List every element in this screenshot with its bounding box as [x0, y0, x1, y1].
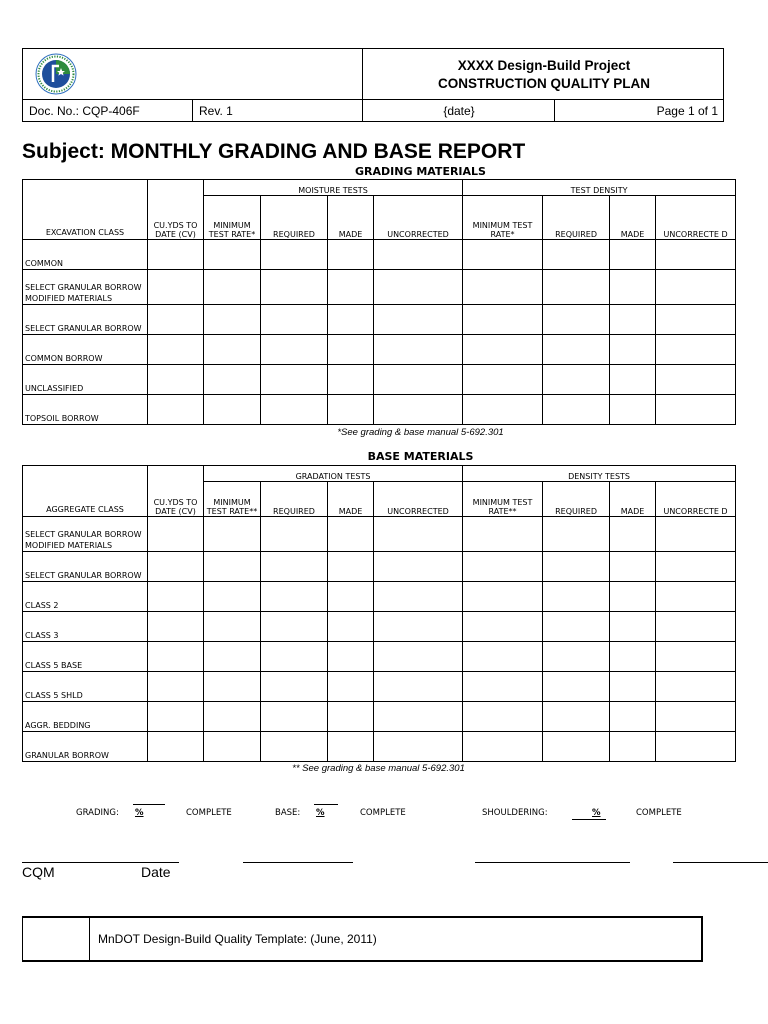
data-cell[interactable]: [463, 672, 543, 702]
cqm-label: CQM: [22, 864, 55, 880]
data-cell[interactable]: [204, 702, 261, 732]
data-cell[interactable]: [328, 365, 374, 395]
data-cell[interactable]: [610, 335, 656, 365]
page-title: Subject: MONTHLY GRADING AND BASE REPORT: [22, 140, 526, 163]
uncorrected-header: UNCORRECTE D: [656, 482, 736, 517]
data-cell[interactable]: [463, 702, 543, 732]
page-number: Page 1 of 1: [656, 104, 718, 118]
base-footnote: ** See grading & base manual 5-692.301: [292, 763, 465, 774]
data-cell[interactable]: [261, 270, 328, 305]
data-cell[interactable]: [261, 732, 328, 762]
data-cell[interactable]: [463, 240, 543, 270]
data-cell[interactable]: [204, 672, 261, 702]
min-test-rate-header: MINIMUM TEST RATE**: [463, 482, 543, 517]
required-header: REQUIRED: [543, 196, 610, 240]
data-cell[interactable]: [656, 672, 736, 702]
aggregate-class-header: AGGREGATE CLASS: [23, 466, 148, 517]
data-cell[interactable]: [204, 552, 261, 582]
data-cell[interactable]: [656, 335, 736, 365]
data-cell[interactable]: [610, 395, 656, 425]
row-label: CLASS 3: [23, 612, 148, 642]
mndot-logo-icon: [29, 52, 83, 96]
data-cell[interactable]: [543, 672, 610, 702]
data-cell[interactable]: [261, 365, 328, 395]
grading-section-title: GRADING MATERIALS: [355, 165, 486, 178]
data-cell[interactable]: [328, 305, 374, 335]
data-cell[interactable]: [374, 582, 463, 612]
data-cell[interactable]: [543, 582, 610, 612]
made-header: MADE: [328, 482, 374, 517]
data-cell[interactable]: [610, 642, 656, 672]
data-cell[interactable]: [328, 672, 374, 702]
data-cell[interactable]: [261, 305, 328, 335]
data-cell[interactable]: [204, 395, 261, 425]
cqm-signature-line[interactable]: [22, 862, 179, 863]
data-cell[interactable]: [656, 270, 736, 305]
data-cell[interactable]: [328, 582, 374, 612]
table-row: [23, 517, 736, 552]
data-cell[interactable]: [543, 365, 610, 395]
grading-percent[interactable]: %: [135, 808, 144, 818]
data-cell[interactable]: [656, 642, 736, 672]
data-cell[interactable]: [204, 517, 261, 552]
required-header: REQUIRED: [543, 482, 610, 517]
data-cell[interactable]: [610, 517, 656, 552]
data-cell[interactable]: [374, 365, 463, 395]
data-cell[interactable]: [261, 240, 328, 270]
data-cell[interactable]: [463, 552, 543, 582]
data-cell[interactable]: [543, 642, 610, 672]
data-cell[interactable]: [656, 365, 736, 395]
data-cell[interactable]: [374, 702, 463, 732]
data-cell[interactable]: [148, 517, 204, 552]
table-row: [23, 552, 736, 582]
required-header: REQUIRED: [261, 196, 328, 240]
data-cell[interactable]: [204, 335, 261, 365]
data-cell[interactable]: [374, 672, 463, 702]
data-cell[interactable]: [261, 552, 328, 582]
data-cell[interactable]: [610, 702, 656, 732]
row-label: COMMON: [23, 240, 148, 270]
row-label: SELECT GRANULAR BORROW MODIFIED MATERIALS: [23, 270, 148, 305]
data-cell[interactable]: [261, 642, 328, 672]
data-cell[interactable]: [204, 240, 261, 270]
data-cell[interactable]: [656, 305, 736, 335]
data-cell[interactable]: [610, 672, 656, 702]
table-row: [23, 240, 736, 270]
data-cell[interactable]: [261, 582, 328, 612]
min-test-rate-header: MINIMUM TEST RATE*: [463, 196, 543, 240]
data-cell[interactable]: [328, 552, 374, 582]
data-cell[interactable]: [148, 732, 204, 762]
data-cell[interactable]: [463, 365, 543, 395]
data-cell[interactable]: [374, 240, 463, 270]
data-cell[interactable]: [543, 270, 610, 305]
data-cell[interactable]: [328, 270, 374, 305]
data-cell[interactable]: [374, 395, 463, 425]
data-cell[interactable]: [463, 395, 543, 425]
data-cell[interactable]: [328, 732, 374, 762]
data-cell[interactable]: [261, 612, 328, 642]
signature-line[interactable]: [673, 862, 768, 863]
data-cell[interactable]: [328, 517, 374, 552]
moisture-tests-header: MOISTURE TESTS: [204, 180, 463, 196]
density-tests-header: DENSITY TESTS: [463, 466, 736, 482]
table-row: [23, 395, 736, 425]
revision: Rev. 1: [199, 104, 233, 118]
data-cell[interactable]: [610, 582, 656, 612]
data-cell[interactable]: [148, 240, 204, 270]
data-cell[interactable]: [543, 552, 610, 582]
data-cell[interactable]: [543, 240, 610, 270]
data-cell[interactable]: [610, 240, 656, 270]
data-cell[interactable]: [261, 395, 328, 425]
base-percent[interactable]: %: [316, 808, 325, 818]
gradation-tests-header: GRADATION TESTS: [204, 466, 463, 482]
data-cell[interactable]: [328, 612, 374, 642]
data-cell[interactable]: [204, 270, 261, 305]
doc-number: Doc. No.: CQP-406F: [29, 104, 140, 118]
uncorrected-header: UNCORRECTE D: [656, 196, 736, 240]
table-row: [23, 642, 736, 672]
data-cell[interactable]: [610, 552, 656, 582]
data-cell[interactable]: [148, 365, 204, 395]
data-cell[interactable]: [656, 612, 736, 642]
data-cell[interactable]: [543, 732, 610, 762]
signature-line[interactable]: [243, 862, 353, 863]
row-label: TOPSOIL BORROW: [23, 395, 148, 425]
row-label: SELECT GRANULAR BORROW MODIFIED MATERIALS: [23, 517, 148, 552]
table-row: [23, 365, 736, 395]
data-cell[interactable]: [148, 702, 204, 732]
data-cell[interactable]: [543, 335, 610, 365]
data-cell[interactable]: [374, 642, 463, 672]
row-label: UNCLASSIFIED: [23, 365, 148, 395]
grading-complete-label: COMPLETE: [186, 808, 232, 818]
made-header: MADE: [610, 482, 656, 517]
uncorrected-header: UNCORRECTED: [374, 196, 463, 240]
data-cell[interactable]: [656, 732, 736, 762]
data-cell[interactable]: [656, 582, 736, 612]
data-cell[interactable]: [148, 305, 204, 335]
data-cell[interactable]: [543, 395, 610, 425]
data-cell[interactable]: [374, 517, 463, 552]
row-label: GRANULAR BORROW: [23, 732, 148, 762]
data-cell[interactable]: [328, 335, 374, 365]
table-row: [23, 582, 736, 612]
table-row: [23, 335, 736, 365]
table-row: [23, 305, 736, 335]
shouldering-percent[interactable]: %: [592, 808, 601, 818]
data-cell[interactable]: [148, 552, 204, 582]
data-cell[interactable]: [463, 517, 543, 552]
data-cell[interactable]: [610, 612, 656, 642]
data-cell[interactable]: [148, 270, 204, 305]
data-cell[interactable]: [610, 305, 656, 335]
data-cell[interactable]: [656, 395, 736, 425]
data-cell[interactable]: [656, 517, 736, 552]
data-cell[interactable]: [204, 365, 261, 395]
data-cell[interactable]: [328, 702, 374, 732]
cuyds-header: CU.YDS TO DATE (CV): [148, 180, 204, 240]
cuyds-header: CU.YDS TO DATE (CV): [148, 466, 204, 517]
row-label: SELECT GRANULAR BORROW: [23, 305, 148, 335]
data-cell[interactable]: [261, 335, 328, 365]
data-cell[interactable]: [374, 612, 463, 642]
uncorrected-header: UNCORRECTED: [374, 482, 463, 517]
project-title: XXXX Design-Build Project: [457, 58, 631, 73]
data-cell[interactable]: [656, 552, 736, 582]
data-cell[interactable]: [463, 335, 543, 365]
row-label: SELECT GRANULAR BORROW: [23, 552, 148, 582]
data-cell[interactable]: [610, 270, 656, 305]
document-header: [22, 48, 724, 122]
table-row: [23, 732, 736, 762]
data-cell[interactable]: [543, 702, 610, 732]
data-cell[interactable]: [463, 612, 543, 642]
row-label: CLASS 5 SHLD: [23, 672, 148, 702]
footer-box: [22, 916, 703, 962]
data-cell[interactable]: [204, 642, 261, 672]
data-cell[interactable]: [374, 305, 463, 335]
data-cell[interactable]: [463, 270, 543, 305]
table-row: [23, 612, 736, 642]
row-label: AGGR. BEDDING: [23, 702, 148, 732]
test-density-header: TEST DENSITY: [463, 180, 736, 196]
made-header: MADE: [610, 196, 656, 240]
required-header: REQUIRED: [261, 482, 328, 517]
data-cell[interactable]: [261, 672, 328, 702]
table-row: [23, 672, 736, 702]
mndot-logo: [29, 52, 83, 96]
grading-label: GRADING:: [76, 808, 119, 818]
data-cell[interactable]: [463, 642, 543, 672]
data-cell[interactable]: [148, 672, 204, 702]
data-cell[interactable]: [374, 270, 463, 305]
row-label: COMMON BORROW: [23, 335, 148, 365]
data-cell[interactable]: [204, 582, 261, 612]
data-cell[interactable]: [374, 732, 463, 762]
base-table: [22, 465, 736, 762]
data-cell[interactable]: [328, 642, 374, 672]
row-label: CLASS 5 BASE: [23, 642, 148, 672]
excavation-class-header: EXCAVATION CLASS: [23, 180, 148, 240]
data-cell[interactable]: [328, 395, 374, 425]
signature-line[interactable]: [475, 862, 630, 863]
data-cell[interactable]: [204, 305, 261, 335]
data-cell[interactable]: [610, 365, 656, 395]
document-date: {date}: [443, 104, 475, 118]
template-footer-text: MnDOT Design-Build Quality Template: (June, 2011): [98, 932, 377, 946]
data-cell[interactable]: [543, 612, 610, 642]
grading-footnote: *See grading & base manual 5-692.301: [337, 427, 504, 438]
base-complete-label: COMPLETE: [360, 808, 406, 818]
data-cell[interactable]: [204, 732, 261, 762]
data-cell[interactable]: [148, 582, 204, 612]
data-cell[interactable]: [261, 517, 328, 552]
data-cell[interactable]: [204, 612, 261, 642]
made-header: MADE: [328, 196, 374, 240]
shouldering-label: SHOULDERING:: [482, 808, 548, 818]
data-cell[interactable]: [148, 395, 204, 425]
data-cell[interactable]: [374, 552, 463, 582]
min-test-rate-header: MINIMUM TEST RATE**: [204, 482, 261, 517]
plan-title: CONSTRUCTION QUALITY PLAN: [438, 76, 650, 91]
data-cell[interactable]: [543, 517, 610, 552]
data-cell[interactable]: [328, 240, 374, 270]
data-cell[interactable]: [148, 642, 204, 672]
data-cell[interactable]: [543, 305, 610, 335]
data-cell[interactable]: [463, 305, 543, 335]
table-row: [23, 270, 736, 305]
data-cell[interactable]: [463, 732, 543, 762]
data-cell[interactable]: [261, 702, 328, 732]
data-cell[interactable]: [656, 702, 736, 732]
data-cell[interactable]: [610, 732, 656, 762]
shouldering-complete-label: COMPLETE: [636, 808, 682, 818]
grading-table: [22, 179, 736, 425]
data-cell[interactable]: [463, 582, 543, 612]
base-label: BASE:: [275, 808, 301, 818]
table-row: [23, 702, 736, 732]
date-label: Date: [141, 864, 171, 880]
data-cell[interactable]: [148, 612, 204, 642]
data-cell[interactable]: [374, 335, 463, 365]
min-test-rate-header: MINIMUM TEST RATE*: [204, 196, 261, 240]
data-cell[interactable]: [656, 240, 736, 270]
row-label: CLASS 2: [23, 582, 148, 612]
data-cell[interactable]: [148, 335, 204, 365]
base-section-title: BASE MATERIALS: [367, 450, 474, 463]
